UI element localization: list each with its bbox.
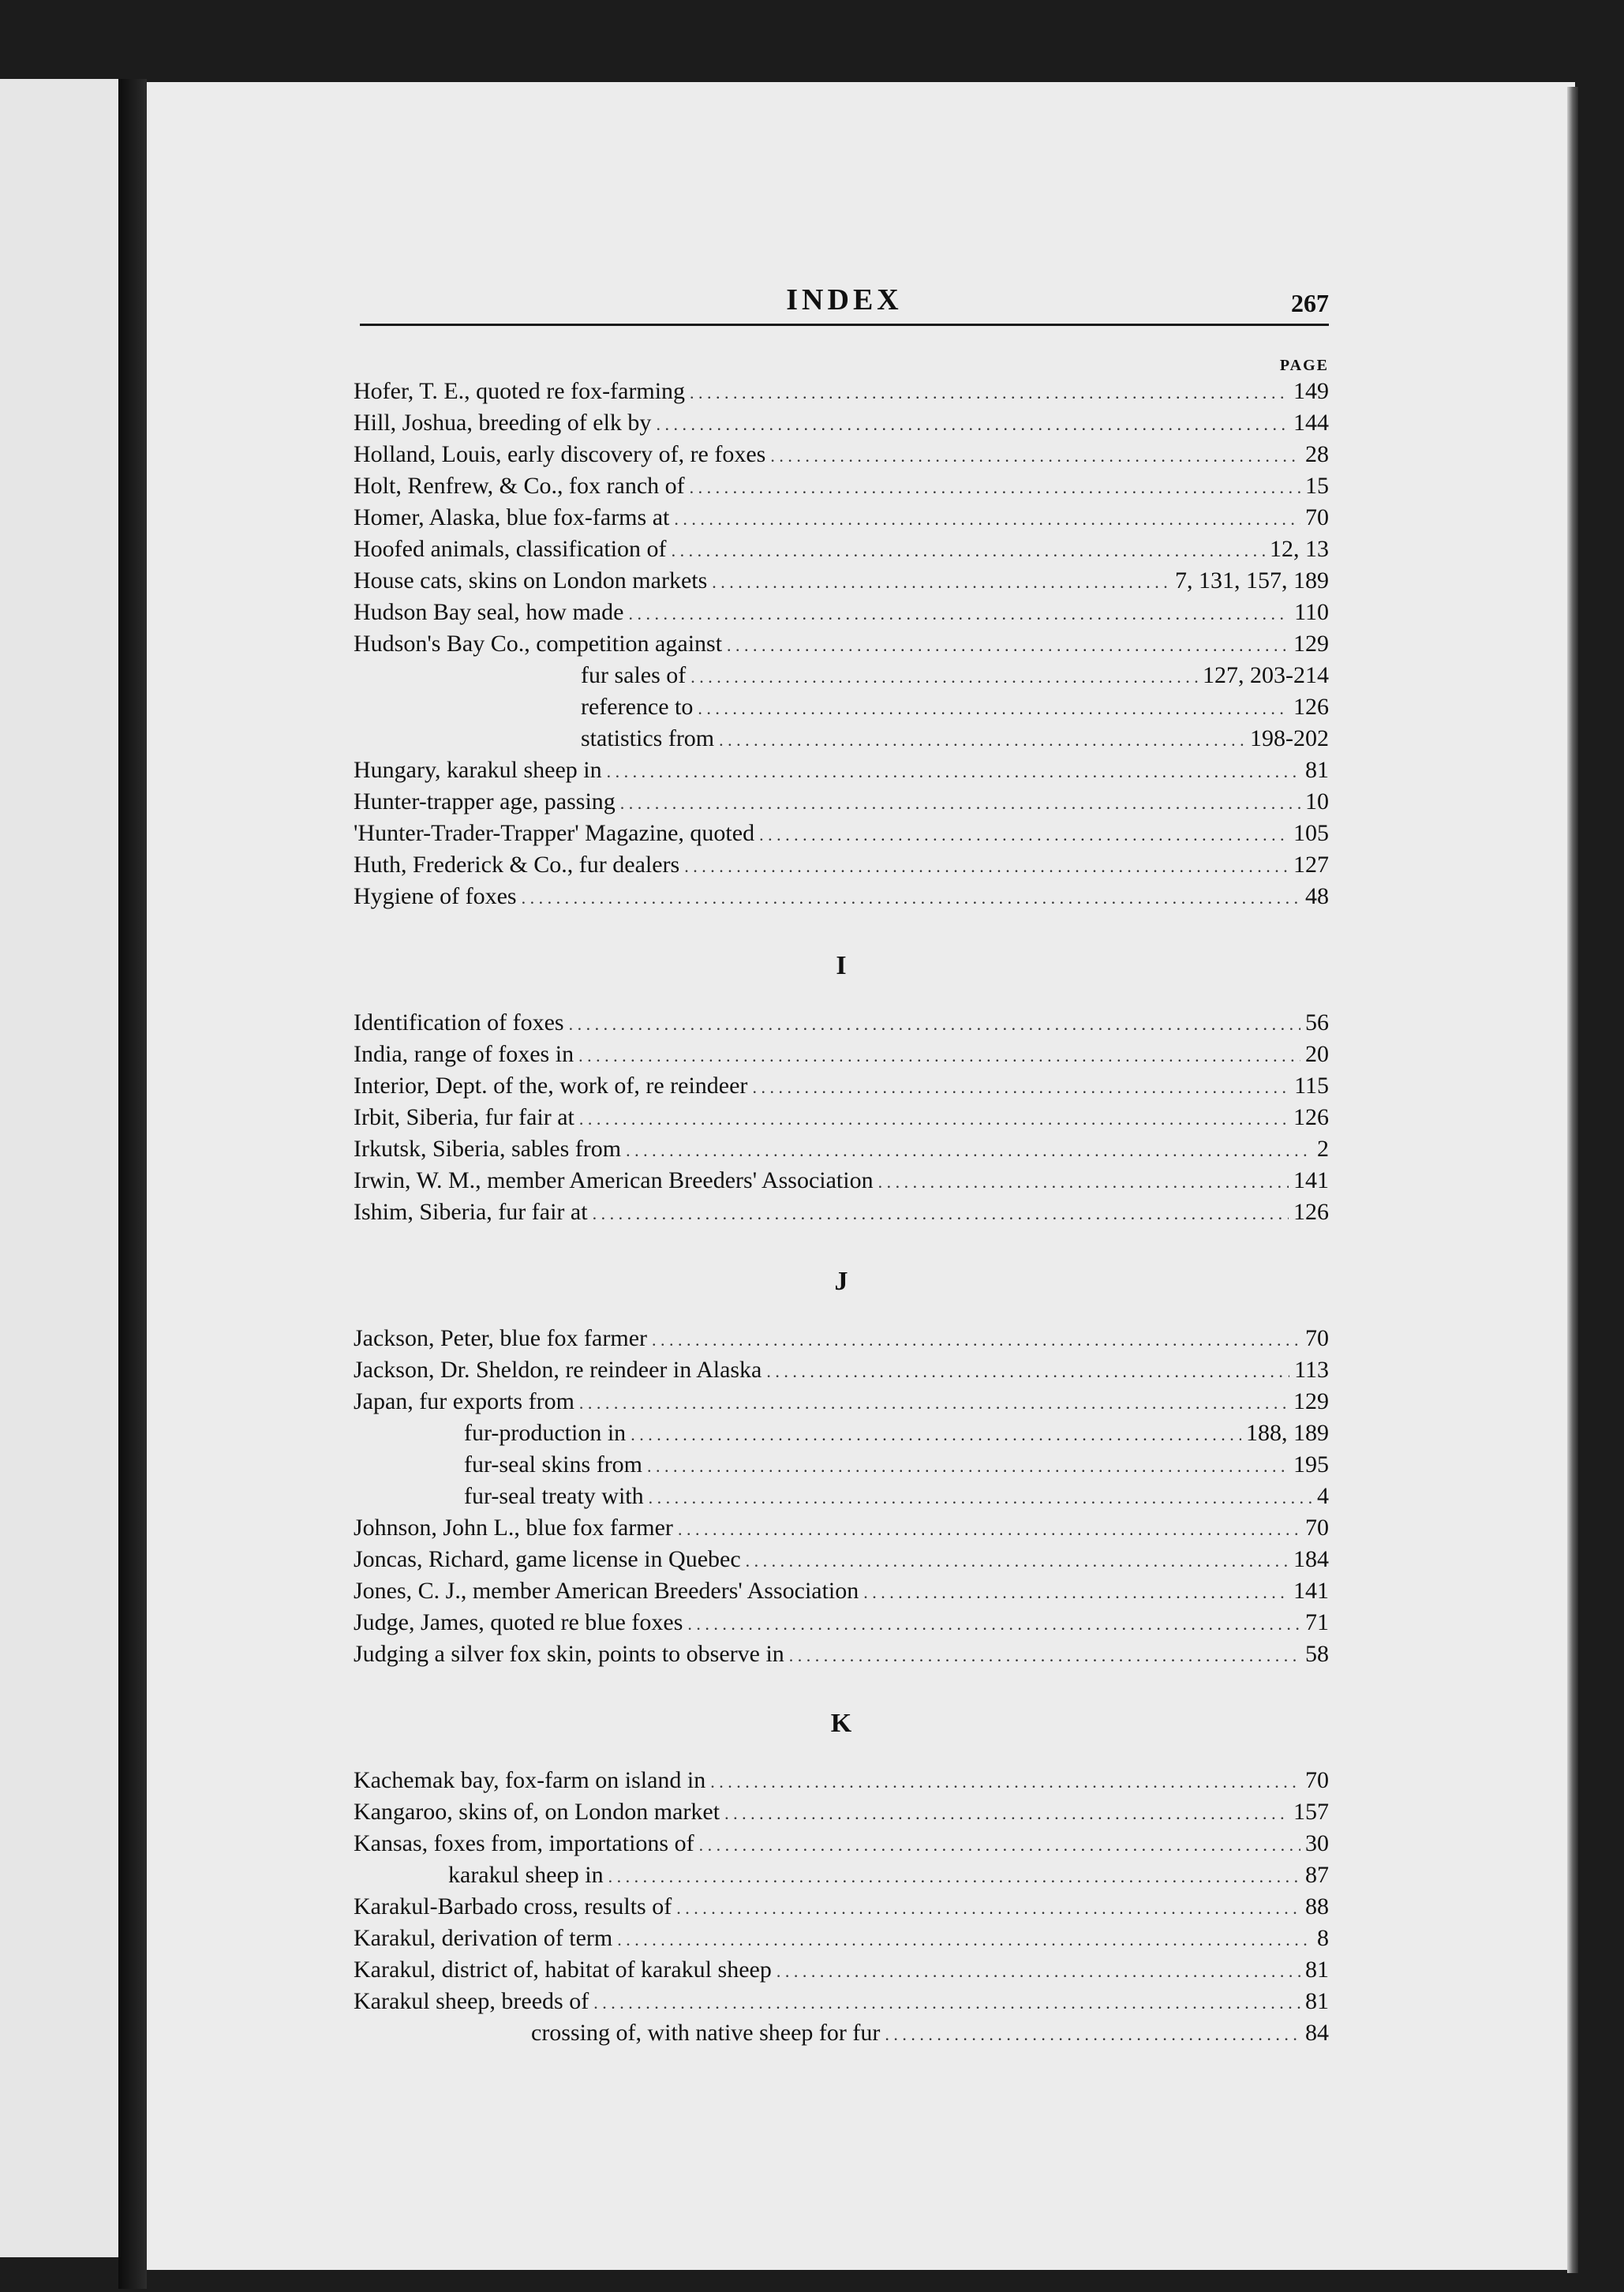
entry-text: Identification of foxes	[354, 1009, 564, 1036]
entry-pages: 70	[1305, 504, 1329, 530]
index-entry	[354, 502, 1329, 534]
entry-pages: 88	[1305, 1893, 1329, 1919]
entry-pages: 2	[1317, 1136, 1329, 1162]
entry-text: Kangaroo, skins of, on London market	[354, 1799, 720, 1825]
index-entry	[354, 1891, 1329, 1923]
index-entry	[354, 1859, 1329, 1891]
entry-text: India, range of foxes in	[354, 1041, 574, 1067]
index-entry	[354, 1007, 1329, 1039]
dot-leader	[620, 786, 1300, 819]
index-entry	[354, 1954, 1329, 1986]
dot-leader	[656, 407, 1289, 440]
entry-pages: 129	[1293, 1388, 1329, 1414]
dot-leader	[724, 1796, 1289, 1829]
entry-pages: 110	[1294, 599, 1329, 625]
index-entry	[354, 1354, 1329, 1386]
index-entry	[354, 1986, 1329, 2017]
index-entry	[354, 1070, 1329, 1102]
entry-text: Holland, Louis, early discovery of, re foxes	[354, 441, 766, 467]
page-right-edge	[1567, 87, 1578, 2273]
entry-text: Holt, Renfrew, & Co., fox ranch of	[354, 473, 685, 499]
dot-leader	[752, 1070, 1289, 1103]
entry-text: Hudson Bay seal, how made	[354, 599, 624, 625]
entry-text: House cats, skins on London markets	[354, 567, 708, 594]
index-entry	[354, 723, 1329, 755]
entry-text: Hunter-trapper age, passing	[354, 788, 616, 815]
entry-pages: 127	[1293, 852, 1329, 878]
entry-pages: 28	[1305, 441, 1329, 467]
index-section	[354, 950, 1329, 1228]
entry-pages: 70	[1305, 1767, 1329, 1793]
entry-text: fur-seal skins from	[464, 1451, 643, 1477]
running-head	[360, 283, 1329, 322]
entry-pages: 12, 13	[1270, 536, 1329, 562]
dot-leader	[789, 1638, 1300, 1672]
dot-leader	[719, 723, 1245, 756]
entry-pages: 87	[1305, 1862, 1329, 1888]
entry-text: Karakul, derivation of term	[354, 1925, 613, 1951]
entry-pages: 144	[1293, 410, 1329, 436]
dot-leader	[759, 818, 1289, 851]
dot-leader	[885, 2017, 1300, 2050]
entry-text: fur-production in	[464, 1420, 627, 1446]
entry-text: Johnson, John L., blue fox farmer	[354, 1515, 673, 1541]
entry-text: Hudson's Bay Co., competition against	[354, 631, 723, 657]
dot-leader	[727, 628, 1289, 661]
entry-text: Karakul, district of, habitat of karakul sheep	[354, 1957, 772, 1983]
entry-text: Kansas, foxes from, importations of	[354, 1830, 694, 1856]
index-entry	[354, 1102, 1329, 1133]
entry-pages: 115	[1294, 1073, 1329, 1099]
entry-pages: 127, 203-214	[1203, 662, 1329, 688]
index-entry	[354, 755, 1329, 786]
dot-leader	[776, 1954, 1300, 1987]
entry-text: Karakul sheep, breeds of	[354, 1988, 589, 2014]
index-entry	[354, 1449, 1329, 1481]
entry-pages: 105	[1293, 820, 1329, 846]
index-entry	[354, 1386, 1329, 1418]
index-entry	[354, 786, 1329, 818]
entry-pages: 141	[1293, 1167, 1329, 1193]
dot-leader	[678, 1512, 1300, 1545]
entry-text: Irwin, W. M., member American Breeders' Association	[354, 1167, 874, 1193]
header-rule	[360, 324, 1329, 326]
dot-leader	[569, 1007, 1300, 1040]
dot-leader	[652, 1323, 1300, 1356]
entry-text: Hofer, T. E., quoted re fox-farming	[354, 378, 686, 404]
entry-pages: 126	[1293, 1199, 1329, 1225]
index-entry	[354, 660, 1329, 691]
entry-text: Irkutsk, Siberia, sables from	[354, 1136, 622, 1162]
index-entry	[354, 881, 1329, 912]
dot-leader	[631, 1418, 1241, 1451]
dot-leader	[698, 691, 1289, 725]
entry-text: Kachemak bay, fox-farm on island in	[354, 1767, 706, 1793]
index-entry	[354, 1607, 1329, 1638]
entry-text: crossing of, with native sheep for fur	[531, 2020, 881, 2046]
section-letter: K	[830, 1709, 852, 1738]
dot-leader	[878, 1165, 1289, 1198]
entry-pages: 113	[1294, 1357, 1329, 1383]
entry-pages: 188, 189	[1246, 1420, 1329, 1446]
index-entry	[354, 1039, 1329, 1070]
entry-pages: 4	[1317, 1483, 1329, 1509]
entry-pages: 15	[1305, 473, 1329, 499]
index-entry	[354, 1165, 1329, 1197]
entry-text: Hoofed animals, classification of	[354, 536, 667, 562]
index-entry	[354, 849, 1329, 881]
dot-leader	[628, 597, 1289, 630]
entry-pages: 126	[1293, 694, 1329, 720]
index-entry	[354, 407, 1329, 439]
entry-text: Karakul-Barbado cross, results of	[354, 1893, 672, 1919]
index-entry	[354, 1638, 1329, 1670]
dot-leader	[578, 1039, 1300, 1072]
dot-leader	[770, 439, 1300, 472]
entry-pages: 195	[1293, 1451, 1329, 1477]
dot-leader	[712, 565, 1170, 598]
entry-text: Hygiene of foxes	[354, 883, 517, 909]
index-entry	[354, 1796, 1329, 1828]
index-entry	[354, 628, 1329, 660]
entry-pages: 157	[1293, 1799, 1329, 1825]
index-entry	[354, 818, 1329, 849]
entry-text: Jackson, Dr. Sheldon, re reindeer in Alaska	[354, 1357, 762, 1383]
dot-leader	[766, 1354, 1289, 1388]
index-entry	[354, 534, 1329, 565]
dot-leader	[710, 1765, 1300, 1798]
index-entry	[354, 1828, 1329, 1859]
dot-leader	[617, 1923, 1312, 1956]
index-entry	[354, 376, 1329, 407]
entry-text: Jones, C. J., member American Breeders' Association	[354, 1578, 859, 1604]
dot-leader	[647, 1449, 1289, 1482]
entry-pages: 7, 131, 157, 189	[1175, 567, 1329, 594]
entry-text: Homer, Alaska, blue fox-farms at	[354, 504, 670, 530]
entry-text: Japan, fur exports from	[354, 1388, 574, 1414]
entry-text: Irbit, Siberia, fur fair at	[354, 1104, 574, 1130]
index-section	[354, 1266, 1329, 1670]
index-entry	[354, 2017, 1329, 2049]
book-gutter	[118, 79, 147, 2289]
entry-text: 'Hunter-Trader-Trapper' Magazine, quoted	[354, 820, 755, 846]
section-letter: J	[834, 1267, 848, 1296]
index-entry	[354, 597, 1329, 628]
entry-pages: 149	[1293, 378, 1329, 404]
entry-pages: 70	[1305, 1325, 1329, 1351]
section-letter: I	[836, 951, 847, 980]
entry-pages: 198-202	[1250, 725, 1329, 751]
entry-pages: 81	[1305, 1957, 1329, 1983]
dot-leader	[687, 1607, 1300, 1640]
index-entry	[354, 1575, 1329, 1607]
entry-pages: 84	[1305, 2020, 1329, 2046]
index-section	[354, 376, 1329, 912]
entry-text: Judging a silver fox skin, points to observe in	[354, 1641, 784, 1667]
dot-leader	[608, 1859, 1300, 1893]
entry-pages: 81	[1305, 757, 1329, 783]
page-title: INDEX	[786, 283, 903, 316]
entry-text: statistics from	[581, 725, 715, 751]
dot-leader	[690, 660, 1198, 693]
index-section	[354, 1708, 1329, 2049]
dot-leader	[626, 1133, 1312, 1167]
entry-text: karakul sheep in	[448, 1862, 604, 1888]
index-entry	[354, 470, 1329, 502]
dot-leader	[593, 1197, 1289, 1230]
dot-leader	[672, 534, 1265, 567]
entry-text: Hill, Joshua, breeding of elk by	[354, 410, 652, 436]
dot-leader	[674, 502, 1300, 535]
entry-pages: 126	[1293, 1104, 1329, 1130]
index-entry	[354, 1197, 1329, 1228]
index-entry	[354, 1481, 1329, 1512]
index-list	[354, 376, 1329, 2087]
entry-text: fur sales of	[581, 662, 687, 688]
entry-pages: 70	[1305, 1515, 1329, 1541]
entry-pages: 58	[1305, 1641, 1329, 1667]
dot-leader	[649, 1481, 1312, 1514]
index-entry	[354, 1765, 1329, 1796]
index-entry	[354, 1418, 1329, 1449]
entry-pages: 141	[1293, 1578, 1329, 1604]
entry-text: fur-seal treaty with	[464, 1483, 644, 1509]
entry-pages: 10	[1305, 788, 1329, 815]
entry-pages: 81	[1305, 1988, 1329, 2014]
dot-leader	[579, 1102, 1289, 1135]
dot-leader	[746, 1544, 1289, 1577]
entry-pages: 20	[1305, 1041, 1329, 1067]
dot-leader	[607, 755, 1300, 788]
index-entry	[354, 1544, 1329, 1575]
index-entry	[354, 1323, 1329, 1354]
entry-pages: 129	[1293, 631, 1329, 657]
entry-pages: 8	[1317, 1925, 1329, 1951]
dot-leader	[579, 1386, 1289, 1419]
entry-text: Ishim, Siberia, fur fair at	[354, 1199, 588, 1225]
index-entry	[354, 439, 1329, 470]
entry-pages: 56	[1305, 1009, 1329, 1036]
dot-leader	[690, 376, 1289, 409]
entry-text: Judge, James, quoted re blue foxes	[354, 1609, 683, 1635]
dot-leader	[676, 1891, 1300, 1924]
dot-leader	[593, 1986, 1300, 2019]
dot-leader	[863, 1575, 1289, 1609]
entry-text: reference to	[581, 694, 694, 720]
index-entry	[354, 691, 1329, 723]
page-number: 267	[1291, 289, 1329, 317]
dot-leader	[522, 881, 1300, 914]
entry-pages: 184	[1293, 1546, 1329, 1572]
previous-page-edge	[0, 79, 118, 2257]
entry-text: Jackson, Peter, blue fox farmer	[354, 1325, 647, 1351]
entry-pages: 48	[1305, 883, 1329, 909]
dot-leader	[684, 849, 1289, 882]
entry-text: Hungary, karakul sheep in	[354, 757, 602, 783]
index-entry	[354, 1133, 1329, 1165]
dot-leader	[699, 1828, 1300, 1861]
entry-text: Huth, Frederick & Co., fur dealers	[354, 852, 680, 878]
index-entry	[354, 565, 1329, 597]
page-column-label: PAGE	[1279, 357, 1329, 374]
index-entry	[354, 1512, 1329, 1544]
entry-pages: 30	[1305, 1830, 1329, 1856]
entry-text: Interior, Dept. of the, work of, re reindeer	[354, 1073, 748, 1099]
index-entry	[354, 1923, 1329, 1954]
entry-text: Joncas, Richard, game license in Quebec	[354, 1546, 741, 1572]
dot-leader	[690, 470, 1300, 504]
entry-pages: 71	[1305, 1609, 1329, 1635]
